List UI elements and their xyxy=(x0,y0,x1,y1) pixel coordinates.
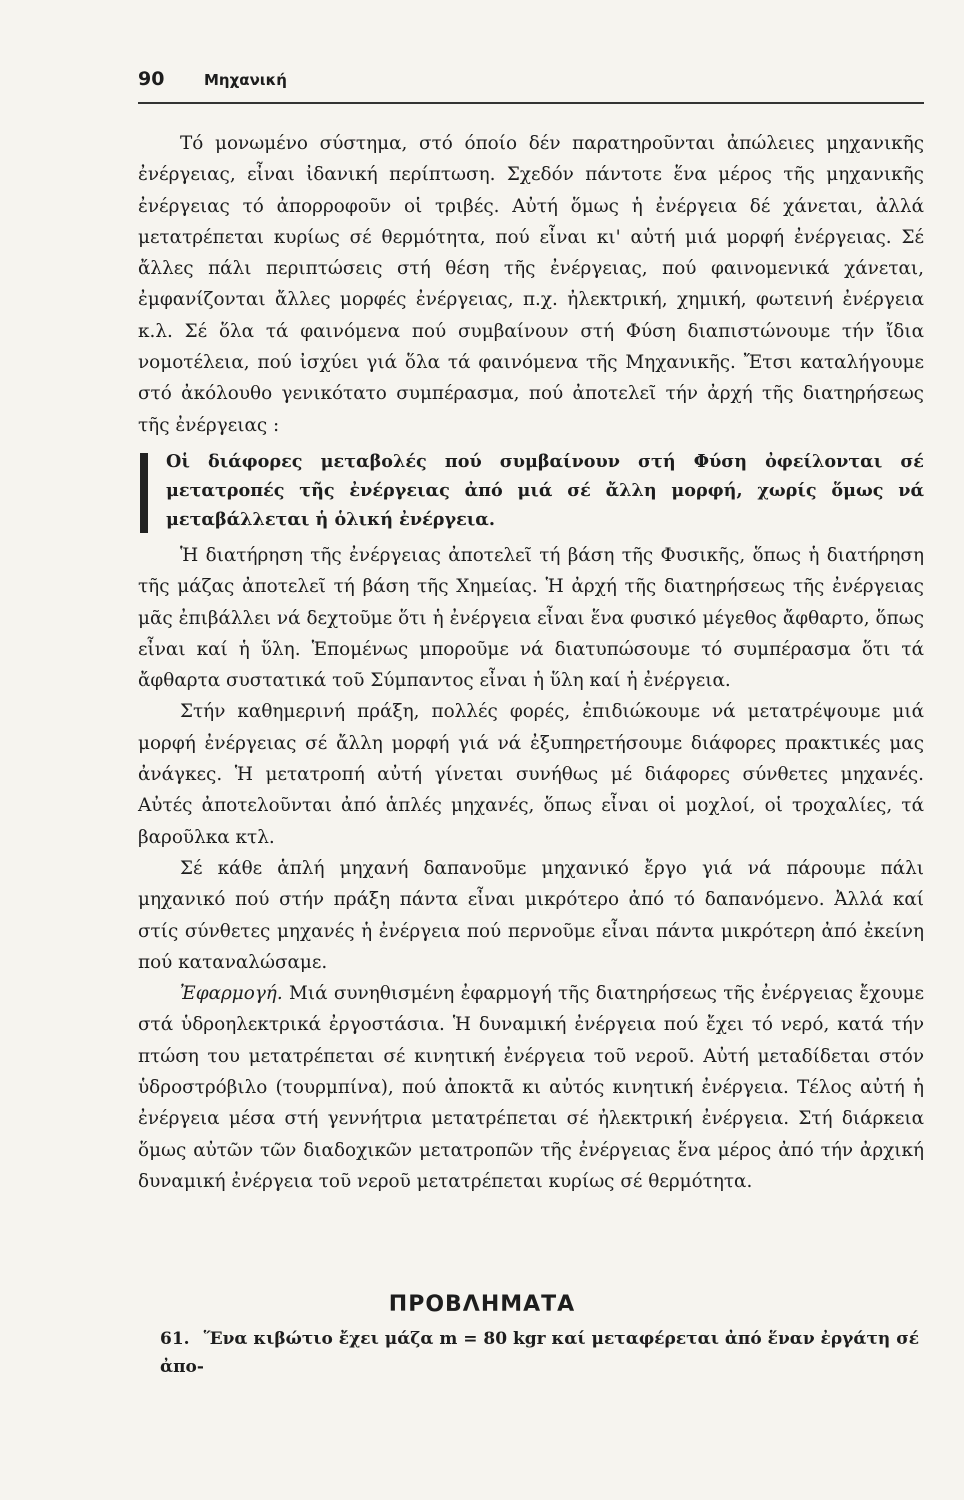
paragraph-conservation: Ἡ διατήρηση τῆς ἐνέργειας ἀποτελεῖ τή βάση τῆς Φυσικῆς, ὅπως ἡ διατήρηση τῆς μάζας ἀποτελεῖ τή βάση τῆς Χημείας. Ἡ ἀρχή τῆς διατηρήσεως τῆς ἐνέργειας μᾶς ἐπιβάλλει νά δεχτοῦμε ὅτι ἡ ἐνέργεια εἶναι ἕνα φυσικό μέγεθος ἄφθαρτο, ὅπως εἶναι καί ἡ ὕλη. Ἑπομένως μποροῦμε νά διατυπώσουμε τό συμπέρασμα ὅτι τά ἄφθαρτα συστατικά τοῦ Σύμπαντος εἶναι ἡ ὕλη καί ἡ ἐνέργεια. xyxy=(138,544,924,692)
principle-marker-bar xyxy=(140,453,148,533)
page-header xyxy=(138,64,924,104)
application-text: Μιά συνηθισμένη ἐφαρμογή τῆς διατηρήσεως τῆς ἐνέργειας ἔχουμε στά ὑδροηλεκτρικά ἐργοστάσια. Ἡ δυναμική ἐνέργεια πού ἔχει τό νερό, κατά τήν πτώση του μετατρέπεται σέ κινητική ἐνέργεια τοῦ νεροῦ. Αὐτή μεταδίδεται στόν ὑδροστρόβιλο (τουρμπίνα), πού ἀποκτᾶ κι αὐτός κινητική ἐνέργεια. Τέλος αὐτή ἡ ἐνέργεια μέσα στή γεννήτρια μετατρέπεται σέ ἠλεκτρική ἐνέργεια. Στή διάρκεια ὅμως αὐτῶν τῶν διαδοχικῶν μετατροπῶν τῆς ἐνέργειας ἕνα μέρος ἀπό τήν ἀρχική δυναμική ἐνέργεια τοῦ νεροῦ μετατρέπεται κυρίως σέ θερμότητα. xyxy=(138,983,924,1192)
energy-conservation-principle xyxy=(166,447,924,534)
problem-text: Ἕνα κιβώτιο ἔχει μάζα m = 80 kgr καί μεταφέρεται ἀπό ἕναν ἐργάτη σέ ἀπο- xyxy=(160,1329,920,1377)
paragraph-simple-machines: Σέ κάθε ἁπλή μηχανή δαπανοῦμε μηχανικό ἔργο γιά νά πάρουμε πάλι μηχανικό πού στήν πράξη πάντα εἶναι μικρότερο ἀπό τό δαπανόμενο. Ἀλλά καί στίς σύνθετες μηχανές ἡ ἐνέργεια πού περνοῦμε εἶναι πάντα μικρότερη ἀπό ἐκείνη πού καταναλώσαμε. xyxy=(138,857,924,973)
problem-number: 61. xyxy=(160,1329,190,1349)
body-text xyxy=(138,128,924,1197)
header-rule xyxy=(138,102,924,104)
paragraph-application xyxy=(138,978,924,1197)
problem-item xyxy=(160,1325,924,1381)
paragraph-machines: Στήν καθημερινή πράξη, πολλές φορές, ἐπιδιώκουμε νά μετατρέψουμε μιά μορφή ἐνέργειας σέ ἄλλη μορφή γιά νά ἐξυπηρετήσουμε διάφορες πρακτικές μας ἀνάγκες. Ἡ μετατροπή αὐτή γίνεται συνήθως μέ διάφορες σύνθετες μηχανές. Αὐτές ἀποτελοῦνται ἀπό ἁπλές μηχανές, ὅπως εἶναι οἱ μοχλοί, οἱ τροχαλίες, τά βαροῦλκα κτλ. xyxy=(138,701,924,848)
page-number: 90 xyxy=(138,68,165,90)
application-lead-in: Ἐφαρμογή. xyxy=(180,983,283,1005)
running-title: Μηχανική xyxy=(204,71,287,89)
problems-section-title: ΠΡΟΒΛΗΜΑΤΑ xyxy=(388,1292,576,1317)
principle-text: Οἱ διάφορες μεταβολές πού συμβαίνουν στή Φύση ὀφείλονται σέ μετατροπές τῆς ἐνέργειας ἀπό μιά σέ ἄλλη μορφή, χωρίς ὅμως νά μεταβάλλεται ἡ ὁλική ἐνέργεια. xyxy=(166,450,924,530)
paragraph-intro: Τό μονωμένο σύστημα, στό όποίο δέν παρατηροῦνται ἀπώλειες μηχανικῆς ἐνέργειας, εἶναι ἰδανική περίπτωση. Σχεδόν πάντοτε ἕνα μέρος τῆς μηχανικῆς ἐνέργειας τό ἀπορροφοῦν οἱ τριβές. Αὐτή ὅμως ἡ ἐνέργεια δέ χάνεται, ἀλλά μετατρέπεται κυρίως σέ θερμότητα, πού εἶναι κι' αὐτή μιά μορφή ἐνέργειας. Σέ ἄλλες πάλι περιπτώσεις στή θέση τῆς ἐνέργειας, πού φαινομενικά χάνεται, ἐμφανίζονται ἄλλες μορφές ἐνέργειας, π.χ. ἠλεκτρική, χημική, φωτεινή ἐνέργεια κ.λ. Σέ ὅλα τά φαινόμενα πού συμβαίνουν στή Φύση διαπιστώνουμε τήν ἴδια νομοτέλεια, πού ἰσχύει γιά ὅλα τά φαινόμενα τῆς Μηχανικῆς. Ἔτσι καταλήγουμε στό ἀκόλουθο γενικότατο συμπέρασμα, πού ἀποτελεῖ τήν ἀρχή τῆς διατηρήσεως τῆς ἐνέργειας : xyxy=(138,133,924,436)
